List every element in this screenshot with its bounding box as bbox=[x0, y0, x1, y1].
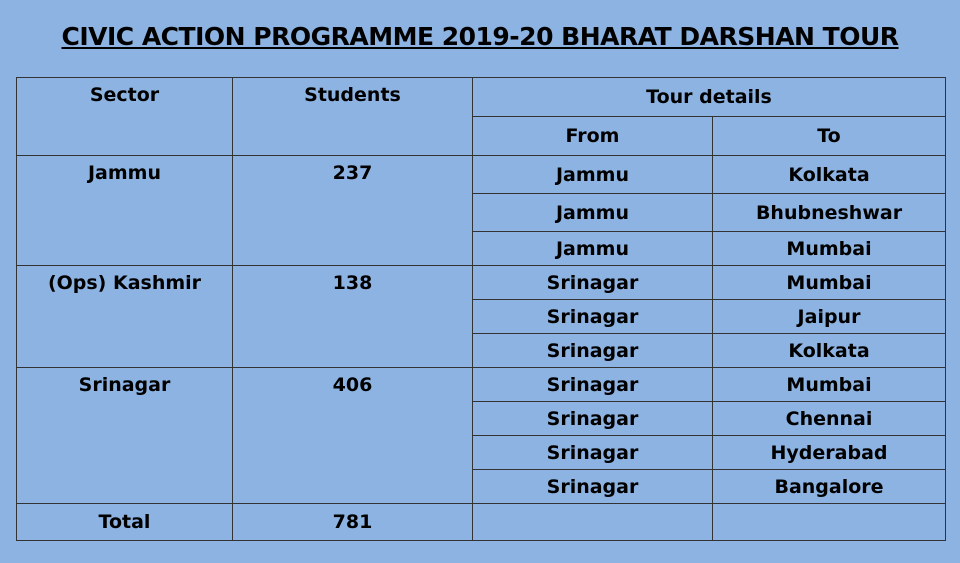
to-cell: Bangalore bbox=[713, 470, 946, 504]
students-cell: 237 bbox=[233, 156, 473, 266]
to-cell: Mumbai bbox=[713, 266, 946, 300]
from-cell: Srinagar bbox=[473, 300, 713, 334]
sector-cell: Jammu bbox=[17, 156, 233, 266]
to-cell: Kolkata bbox=[713, 334, 946, 368]
students-cell: 138 bbox=[233, 266, 473, 368]
total-label: Total bbox=[17, 504, 233, 541]
header-students: Students bbox=[233, 78, 473, 156]
sector-cell: (Ops) Kashmir bbox=[17, 266, 233, 368]
total-row bbox=[17, 504, 946, 541]
page-title: CIVIC ACTION PROGRAMME 2019-20 BHARAT DARSHAN TOUR bbox=[61, 22, 899, 51]
from-cell: Srinagar bbox=[473, 368, 713, 402]
from-cell: Srinagar bbox=[473, 470, 713, 504]
students-cell: 406 bbox=[233, 368, 473, 504]
to-cell: Mumbai bbox=[713, 232, 946, 266]
table-row bbox=[17, 156, 946, 194]
from-cell: Srinagar bbox=[473, 436, 713, 470]
to-cell: Mumbai bbox=[713, 368, 946, 402]
table-row bbox=[17, 266, 946, 300]
to-cell: Kolkata bbox=[713, 156, 946, 194]
header-to: To bbox=[713, 117, 946, 156]
from-cell: Srinagar bbox=[473, 402, 713, 436]
total-empty-to bbox=[713, 504, 946, 541]
sector-cell: Srinagar bbox=[17, 368, 233, 504]
to-cell: Chennai bbox=[713, 402, 946, 436]
header-sector: Sector bbox=[17, 78, 233, 156]
to-cell: Jaipur bbox=[713, 300, 946, 334]
header-from: From bbox=[473, 117, 713, 156]
table-row bbox=[17, 368, 946, 402]
from-cell: Srinagar bbox=[473, 334, 713, 368]
total-empty-from bbox=[473, 504, 713, 541]
from-cell: Jammu bbox=[473, 194, 713, 232]
tour-table bbox=[16, 77, 946, 541]
to-cell: Hyderabad bbox=[713, 436, 946, 470]
total-students: 781 bbox=[233, 504, 473, 541]
to-cell: Bhubneshwar bbox=[713, 194, 946, 232]
from-cell: Jammu bbox=[473, 232, 713, 266]
header-tour-details: Tour details bbox=[473, 78, 946, 117]
from-cell: Jammu bbox=[473, 156, 713, 194]
from-cell: Srinagar bbox=[473, 266, 713, 300]
